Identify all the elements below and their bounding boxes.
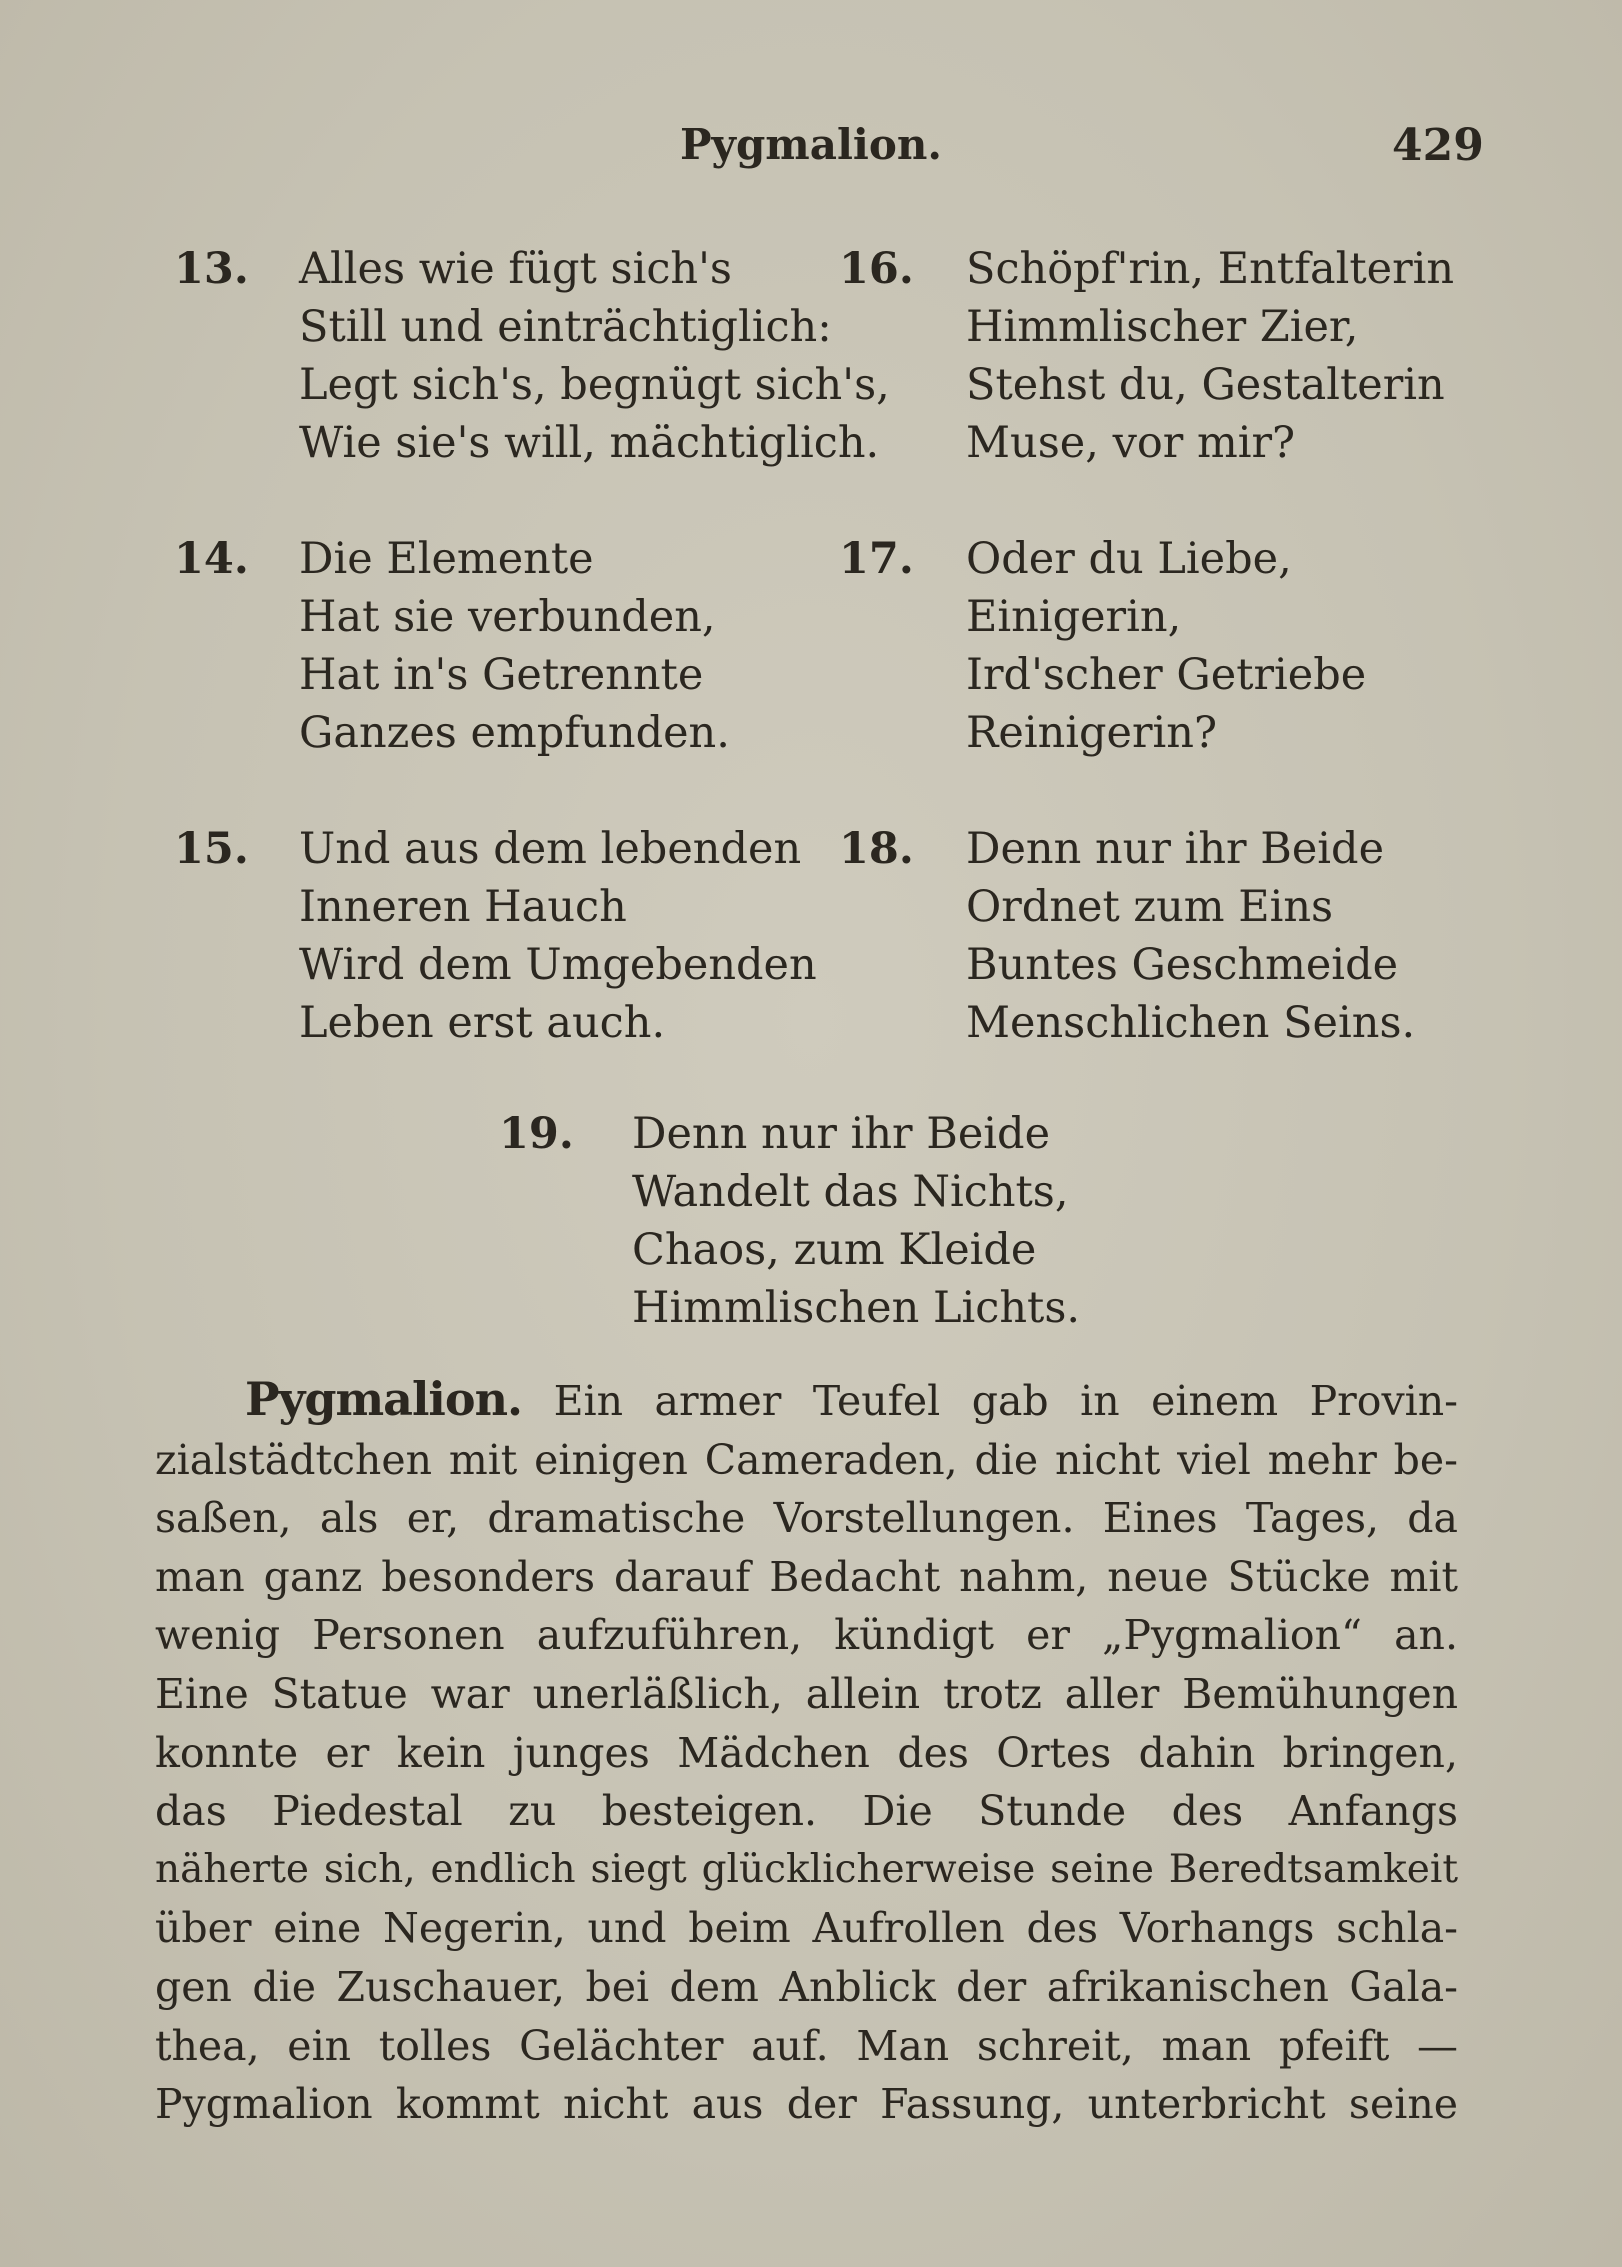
verse-line: Inneren Hauch xyxy=(299,882,627,932)
entry-headword: Pygmalion. xyxy=(245,1372,523,1426)
verse-line: Muse, vor mir? xyxy=(966,418,1296,468)
prose-line: näherte sich, endlich siegt glücklicherweise seine Beredtsamkeit xyxy=(155,1846,1458,1892)
verse-line: Und aus dem lebenden xyxy=(299,824,802,874)
stanza-number: 15. xyxy=(174,824,249,874)
stanza-number: 17. xyxy=(839,534,914,584)
verse-line: Still und einträchtiglich: xyxy=(299,302,832,352)
stanza-number: 19. xyxy=(499,1109,574,1159)
prose-line: gen die Zuschauer, bei dem Anblick der afrikanischen Gala- xyxy=(155,1962,1458,2011)
prose-line: wenig Personen aufzuführen, kündigt er „Pygmalion“ an. xyxy=(155,1611,1458,1660)
prose-line: man ganz besonders darauf Bedacht nahm, neue Stücke mit xyxy=(155,1552,1458,1601)
verse-line: Alles wie fügt sich's xyxy=(299,244,732,294)
prose-line: Pygmalion kommt nicht aus der Fassung, unterbricht seine xyxy=(155,2080,1458,2129)
verse-line: Oder du Liebe, xyxy=(966,534,1292,584)
verse-line: Himmlischer Zier, xyxy=(966,302,1359,352)
prose-line: zialstädtchen mit einigen Cameraden, die nicht viel mehr be- xyxy=(155,1435,1458,1484)
prose-text: Ein armer Teufel gab in einem Provin- xyxy=(553,1377,1458,1425)
stanza-number: 18. xyxy=(839,824,914,874)
stanza-number: 13. xyxy=(174,244,249,294)
prose-line: thea, ein tolles Gelächter auf. Man schreit, man pfeift — xyxy=(155,2021,1458,2070)
verse-line: Ird'scher Getriebe xyxy=(966,650,1367,700)
running-head: Pygmalion. xyxy=(679,120,943,169)
prose-line: konnte er kein junges Mädchen des Ortes dahin bringen, xyxy=(155,1728,1458,1777)
verse-line: Hat in's Getrennte xyxy=(299,650,704,700)
verse-line: Ganzes empfunden. xyxy=(299,708,730,758)
stanza-number: 14. xyxy=(174,534,249,584)
verse-line: Reinigerin? xyxy=(966,708,1218,758)
prose-line: Eine Statue war unerläßlich, allein trotz aller Bemühungen xyxy=(155,1669,1458,1718)
prose-line: saßen, als er, dramatische Vorstellungen. Eines Tages, da xyxy=(155,1494,1458,1543)
verse-line: Wie sie's will, mächtiglich. xyxy=(299,418,880,468)
verse-line: Legt sich's, begnügt sich's, xyxy=(299,360,890,410)
verse-line: Wandelt das Nichts, xyxy=(632,1167,1069,1217)
verse-line: Himmlischen Lichts. xyxy=(632,1283,1081,1333)
stanza-number: 16. xyxy=(839,244,914,294)
verse-line: Menschlichen Seins. xyxy=(966,998,1416,1048)
page-number: 429 xyxy=(1392,120,1484,171)
verse-line: Hat sie verbunden, xyxy=(299,592,716,642)
prose-paragraph xyxy=(155,1370,1458,2134)
verse-line: Ordnet zum Eins xyxy=(966,882,1334,932)
prose-line xyxy=(155,1370,1458,1431)
verse-line: Denn nur ihr Beide xyxy=(966,824,1385,874)
verse-line: Denn nur ihr Beide xyxy=(632,1109,1051,1159)
verse-line: Buntes Geschmeide xyxy=(966,940,1399,990)
verse-line: Die Elemente xyxy=(299,534,594,584)
verse-line: Stehst du, Gestalterin xyxy=(966,360,1445,410)
prose-line: über eine Negerin, und beim Aufrollen des Vorhangs schla- xyxy=(155,1904,1458,1953)
prose-line: das Piedestal zu besteigen. Die Stunde des Anfangs xyxy=(155,1787,1458,1836)
verse-line: Chaos, zum Kleide xyxy=(632,1225,1037,1275)
verse-line: Leben erst auch. xyxy=(299,998,666,1048)
verse-line: Wird dem Umgebenden xyxy=(299,940,817,990)
verse-line: Schöpf'rin, Entfalterin xyxy=(966,244,1455,294)
verse-line: Einigerin, xyxy=(966,592,1182,642)
